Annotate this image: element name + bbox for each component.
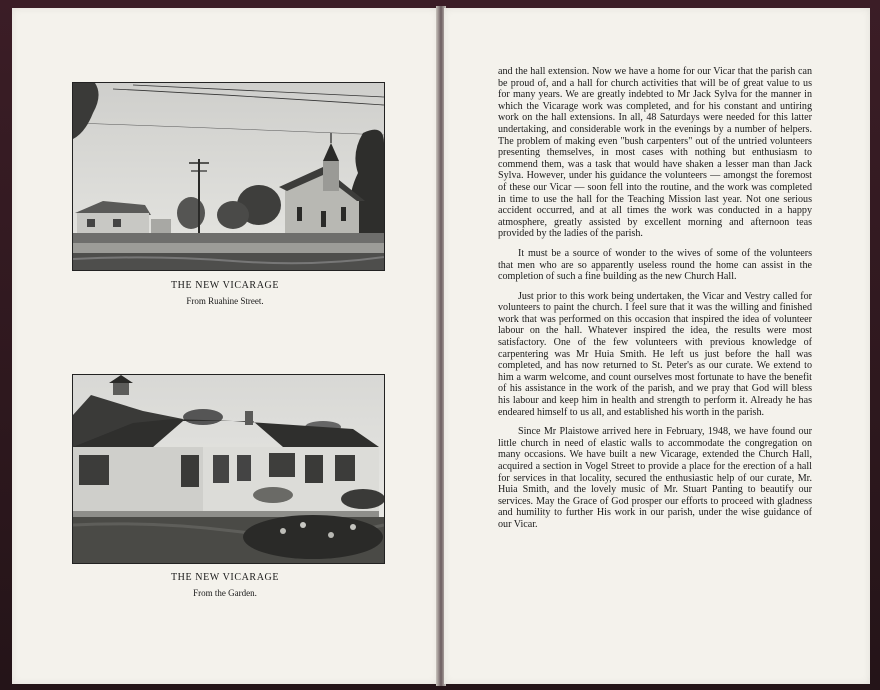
paragraph-3: Just prior to this work being undertaken, the Vicar and Vestry called for volunteers to paint the church. I feel sure that it was the willing and finished work that was performed on this occasion that inspired the idea of volunteer labour on the hall. Whatever inspired the idea, the results were most satisfactory. One of the few volunteers with previous knowledge of carpentering was Mr Huia Smith. He left us just before the hall was completed, and has now returned to St. Peter's as our curate. We extend to him a warm welcome, and count ourselves most fortunate to have the benefit of his assistance in the work of the parish, and we pray that God will bless his labour and keep him in health and strength to perform it. Already he has endeared himself to us all, and established his worth in the parish. [498,290,812,418]
figure2-caption-subtitle: From the Garden. [193,588,257,598]
paragraph-1: and the hall extension. Now we have a home for our Vicar that the parish can be proud of, and a hall for church activities that will be of great value to us for many years. We are greatly indebted to Mr Jack Sylva for the manner in which the Vicarage work was completed, and for his constant and untiring work on the hall extensions. In all, 48 Saturdays were needed for this latter undertaking, and considerable work in the evenings by a number of helpers. The problem of making even "bush carpenters" out of the untried volunteers presenting themselves, in most cases with nothing but enthusiasm to commend them, was a task that would have shaken a lesser man than Jack Sylva. However, under his guidance the volunteers — amongst the foremost of these our Vicar — soon fell into the routine, and the work was completed in time to use the hall for the Teaching Mission last year. Not one serious accident occurred, and at all times the work was conducted in a happy atmosphere, greatly assisted by excellent morning and afternoon teas provided by the ladies of the parish. [498,66,812,240]
paragraph-4: Since Mr Plaistowe arrived here in February, 1948, we have found our little church in need of elastic walls to accommodate the congregation on many occasions. We have built a new Vicarage, extended the Church Hall, acquired a section in Vogel Street to provide a place for the erection of a hall for services in that locality, secured the enthusiastic help of our curate, Mr. Huia Smith, and the lovely music of Mr. Stuart Panting to beautify our services. May the Grace of God prosper our efforts to proceed with gladness and humility to further His work in our parish, under the wise guidance of our Vicar. [498,426,812,530]
figure2-caption-title: THE NEW VICARAGE [170,572,280,583]
body-text [498,66,812,539]
vicarage-street-photo [72,82,385,271]
left-page [12,8,438,684]
figure1-caption-subtitle: From Ruahine Street. [186,296,264,306]
vicarage-garden-photo [72,374,385,564]
figure1-caption-title: THE NEW VICARAGE [170,280,280,291]
right-page [444,8,870,684]
paragraph-2: It must be a source of wonder to the wives of some of the volunteers that men who are so apparently useless round the home can assist in the completion of such a fine building as the new Church Hall. [498,247,812,283]
